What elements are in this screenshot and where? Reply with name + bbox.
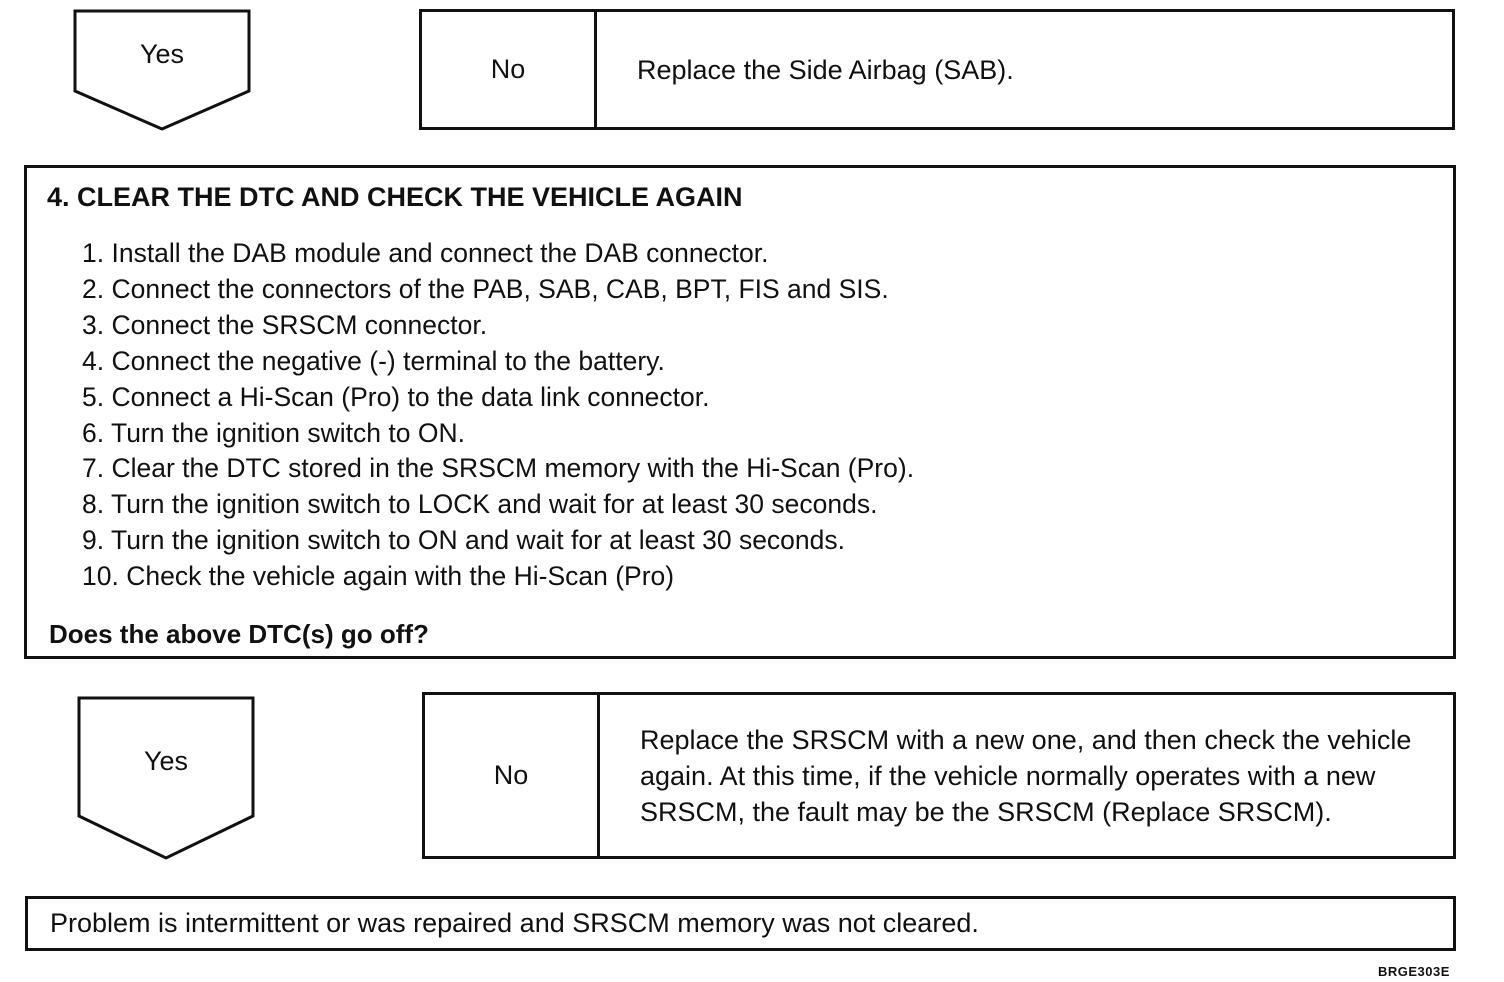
no-branch-box-2 (422, 692, 1456, 859)
yes-arrow-2 (77, 696, 255, 862)
pentagon-arrow-shape (73, 9, 251, 133)
yes-label: Yes (139, 39, 185, 69)
step-item: 7. Clear the DTC stored in the SRSCM memory with the Hi-Scan (Pro). (82, 453, 915, 484)
step-item: 6. Turn the ignition switch to ON. (82, 417, 465, 448)
no-label: No (422, 12, 597, 127)
yes-label: Yes (143, 746, 189, 776)
step-item: 9. Turn the ignition switch to ON and wait for at least 30 seconds. (82, 525, 846, 556)
conclusion-box (25, 896, 1456, 951)
no-branch-box-1 (419, 9, 1455, 130)
pentagon-arrow-shape (77, 696, 255, 862)
step-4-box (24, 165, 1456, 659)
no-label: No (425, 695, 600, 856)
step-item: 10. Check the vehicle again with the Hi-Scan (Pro) (82, 561, 675, 592)
step-title: 4. CLEAR THE DTC AND CHECK THE VEHICLE AGAIN (47, 182, 743, 212)
yes-arrow-1 (73, 9, 251, 133)
no-action-text: Replace the SRSCM with a new one, and then check the vehicle again. At this time, if the vehicle normally operates with a new SRSCM, the fault may be the SRSCM (Replace SRSCM). (640, 724, 1412, 827)
step-list (82, 236, 914, 595)
step-question: Does the above DTC(s) go off? (49, 619, 429, 649)
step-item: 8. Turn the ignition switch to LOCK and wait for at least 30 seconds. (82, 489, 878, 520)
step-item: 5. Connect a Hi-Scan (Pro) to the data link connector. (82, 381, 710, 412)
step-item: 2. Connect the connectors of the PAB, SAB, CAB, BPT, FIS and SIS. (82, 273, 889, 304)
step-item: 4. Connect the negative (-) terminal to the battery. (82, 345, 665, 376)
figure-code: BRGE303E (1378, 964, 1450, 979)
step-item: 1. Install the DAB module and connect the DAB connector. (82, 238, 769, 268)
no-action-text: Replace the Side Airbag (SAB). (637, 54, 1014, 85)
conclusion-text: Problem is intermittent or was repaired and SRSCM memory was not cleared. (50, 908, 979, 938)
step-item: 3. Connect the SRSCM connector. (82, 309, 488, 340)
